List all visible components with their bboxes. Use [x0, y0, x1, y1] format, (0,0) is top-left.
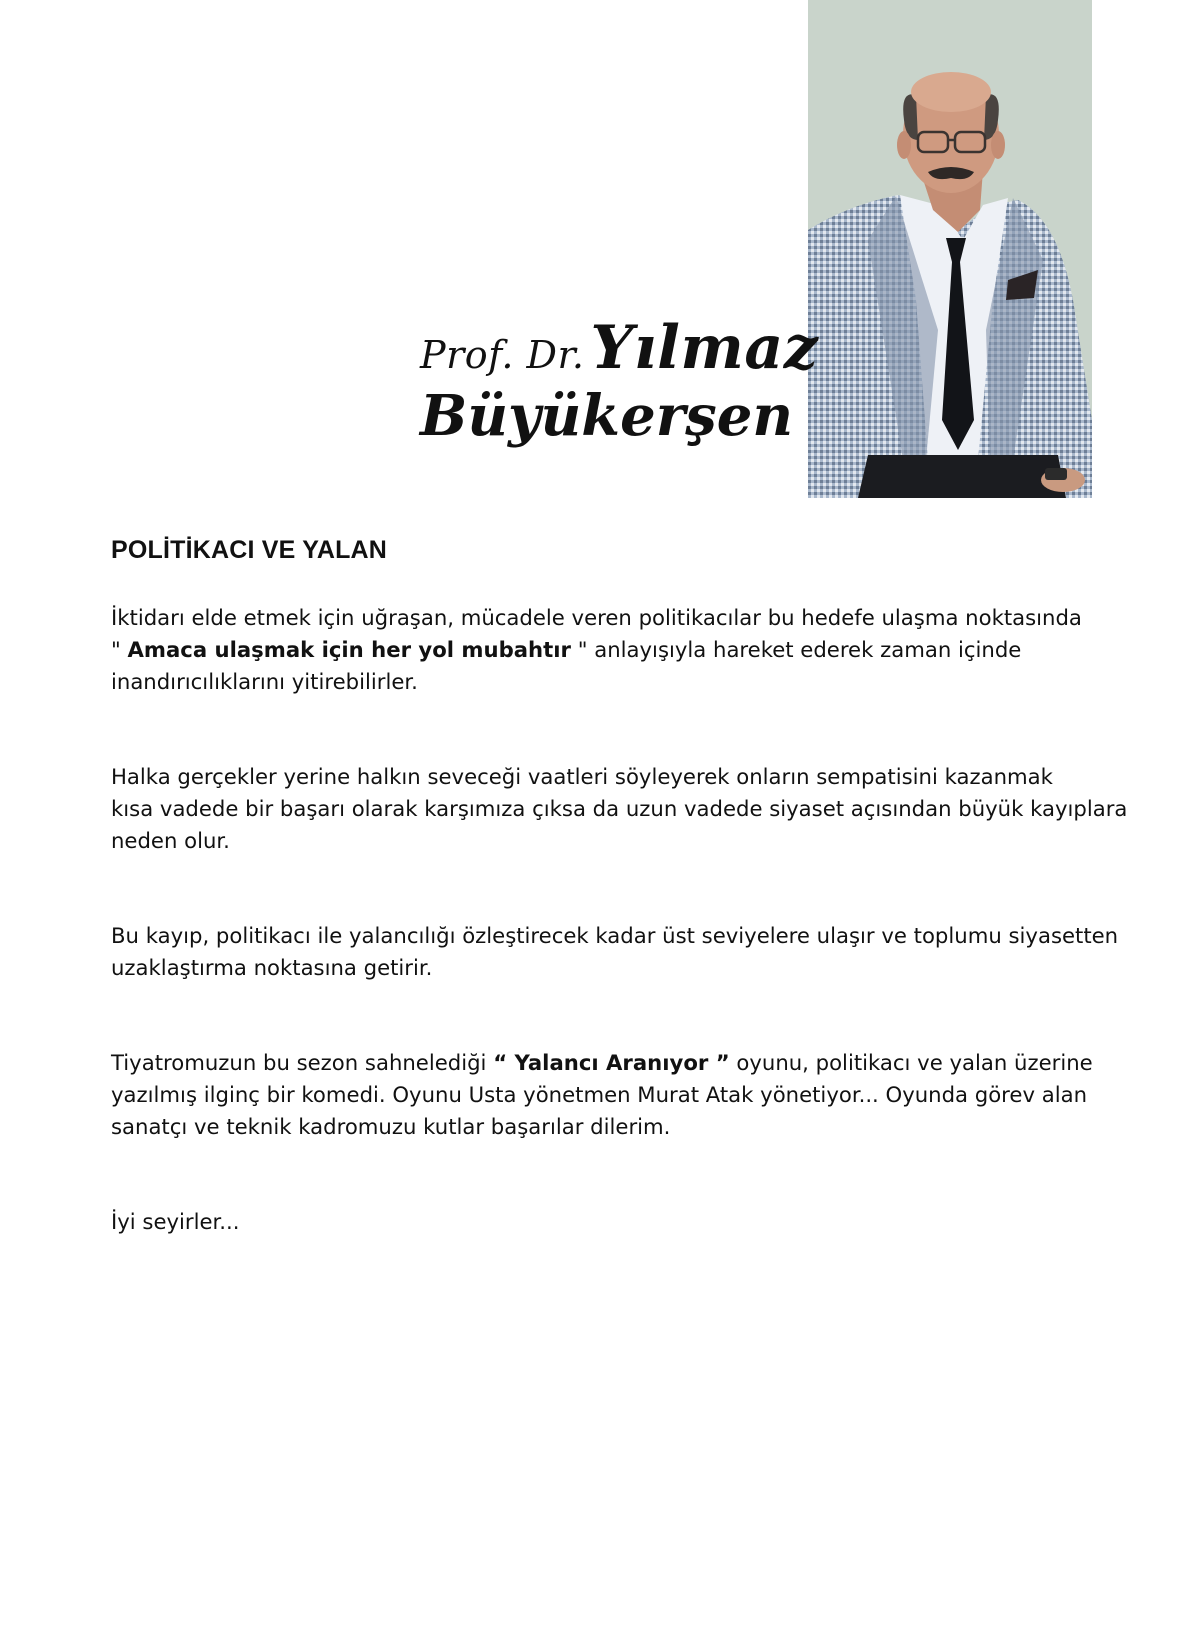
author-name-line1	[420, 313, 819, 383]
paragraph-1	[111, 602, 1101, 698]
paragraph-1-line-1: İktidarı elde etmek için uğraşan, mücadele veren politikacılar bu hedefe ulaşma noktasında	[111, 605, 1082, 630]
paragraph-3	[111, 920, 1119, 984]
paragraph-1-line-2-rest: anlayışıyla hareket ederek zaman içinde	[594, 637, 1022, 662]
paragraph-2-line-3: neden olur.	[111, 828, 230, 853]
portrait-image	[808, 0, 1092, 498]
paragraph-4-line-2: yazılmış ilginç bir komedi. Oyunu Usta yönetmen Murat Atak yönetiyor... Oyunda görev alan	[111, 1082, 1088, 1107]
quoted-motto: Amaca ulaşmak için her yol mubahtır	[127, 637, 571, 662]
paragraph-4-line-1	[111, 1047, 1101, 1079]
paragraph-4-line-3: sanatçı ve teknik kadromuzu kutlar başarılar dilerim.	[111, 1114, 671, 1139]
paragraph-4	[111, 1047, 1101, 1143]
paragraph-3-line-1: Bu kayıp, politikacı ile yalancılığı özleştirecek kadar üst seviyelere ulaşır ve toplumu siyasetten	[111, 923, 1119, 948]
paragraph-1-line-2	[111, 634, 1101, 666]
closing-line: İyi seyirler...	[111, 1209, 240, 1234]
paragraph-2-line-1: Halka gerçekler yerine halkın seveceği vaatleri söyleyerek onların sempatisini kazanmak	[111, 764, 1053, 789]
paragraph-4-line-1-end: oyunu, politikacı ve yalan üzerine	[736, 1050, 1093, 1075]
paragraph-1-line-3: inandırıcılıklarını yitirebilirler.	[111, 669, 418, 694]
author-title: Prof. Dr.	[420, 333, 585, 377]
paragraph-2-line-2: kısa vadede bir başarı olarak karşımıza çıksa da uzun vadede siyaset açısından büyük kayıplara	[111, 796, 1128, 821]
article	[111, 536, 1128, 1238]
paragraph-2	[111, 761, 1128, 857]
author-last-name: Büyükerşen	[420, 383, 794, 449]
paragraph-3-line-2: uzaklaştırma noktasına getirir.	[111, 955, 433, 980]
open-quote: "	[111, 637, 121, 662]
paragraph-4-line-1-start: Tiyatromuzun bu sezon sahnelediği	[111, 1050, 487, 1075]
article-heading: POLİTİKACI VE YALAN	[111, 536, 388, 564]
close-quote: "	[577, 637, 588, 662]
author-first-name: Yılmaz	[590, 313, 819, 383]
author-portrait	[808, 0, 1092, 498]
author-name	[420, 313, 819, 449]
play-title: “ Yalancı Aranıyor ”	[493, 1050, 730, 1075]
